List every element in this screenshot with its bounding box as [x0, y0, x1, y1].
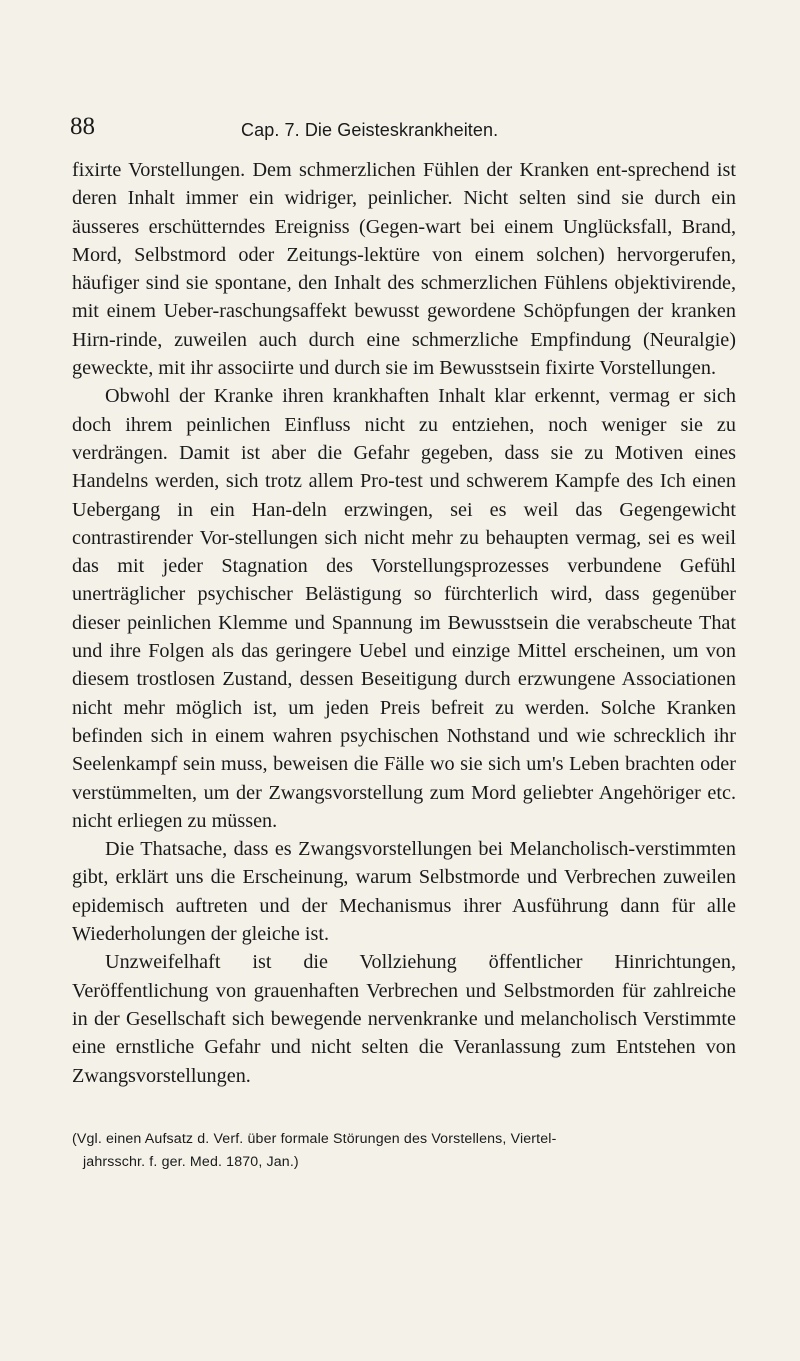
paragraph-2: Obwohl der Kranke ihren krankhaften Inhalt klar erkennt, vermag er sich doch ihrem peinlichen Einfluss nicht zu entziehen, noch weniger sie zu verdrängen. Damit ist aber die Gefahr gegeben, dass sie zu Motiven eines Handelns werden, sich trotz allem Pro-test und schwerem Kampfe des Ich einen Uebergang in ein Han-deln erzwingen, sei es weil das Gegengewicht contrastirender Vor-stellungen sich nicht mehr zu behaupten vermag, sei es weil das mit jeder Stagnation des Vorstellungsprozesses verbundene Gefühl unerträglicher psychischer Belästigung so fürchterlich wird, dass gegenüber dieser peinlichen Klemme und Spannung im Bewusstsein die verabscheute That und ihre Folgen als das geringere Uebel und einzige Mittel erscheinen, um von diesem trostlosen Zustand, dessen Beseitigung durch erzwungene Associationen nicht mehr möglich ist, um jeden Preis befreit zu werden. Solche Kranken befinden sich in einem wahren psychischen Nothstand und wie schrecklich ihr Seelenkampf sein muss, beweisen die Fälle wo sie sich um's Leben brachten oder verstümmelten, um der Zwangsvorstellung zum Mord geliebter Angehöriger etc. nicht erliegen zu müssen.	[72, 385, 736, 832]
footnote-line-2: jahrsschr. f. ger. Med. 1870, Jan.)	[83, 1154, 299, 1170]
page-header	[70, 112, 730, 152]
paragraph-3: Die Thatsache, dass es Zwangsvorstellungen bei Melancholisch-verstimmten gibt, erklärt uns die Erscheinung, warum Selbstmorde und Verbrechen zuweilen epidemisch auftreten und der Mechanismus ihrer Ausführung dann für alle Wiederholungen der gleiche ist.	[72, 838, 736, 946]
paragraph-1: fixirte Vorstellungen. Dem schmerzlichen Fühlen der Kranken ent-sprechend ist deren Inhalt immer ein widriger, peinlicher. Nicht selten sind sie durch ein äusseres erschütterndes Ereigniss (Gegen-wart bei einem Unglücksfall, Brand, Mord, Selbstmord oder Zeitungs-lektüre von einem solchen) hervorgerufen, häufiger sind sie spontane, den Inhalt des schmerzlichen Fühlens objektivirende, mit einem Ueber-raschungsaffekt bewusst gewordene Schöpfungen der kranken Hirn-rinde, zuweilen auch durch eine schmerzliche Empfindung (Neuralgie) geweckte, mit ihr associirte und durch sie im Bewusstsein fixirte Vorstellungen.	[72, 159, 736, 380]
main-text	[72, 156, 736, 1090]
page-number: 88	[70, 113, 95, 140]
paragraph-4: Unzweifelhaft ist die Vollziehung öffentlicher Hinrichtungen, Veröffentlichung von grauenhaften Verbrechen und Selbstmorden für zahlreiche in der Gesellschaft sich bewegende nervenkranke und melancholisch Verstimmte eine ernstliche Gefahr und nicht selten die Veranlassung zum Entstehen von Zwangsvorstellungen.	[72, 951, 736, 1087]
running-head: Cap. 7. Die Geisteskrankheiten.	[241, 120, 499, 140]
footnote	[72, 1128, 736, 1174]
footnote-line-1: (Vgl. einen Aufsatz d. Verf. über formale Störungen des Vorstellens, Viertel-	[72, 1131, 557, 1147]
